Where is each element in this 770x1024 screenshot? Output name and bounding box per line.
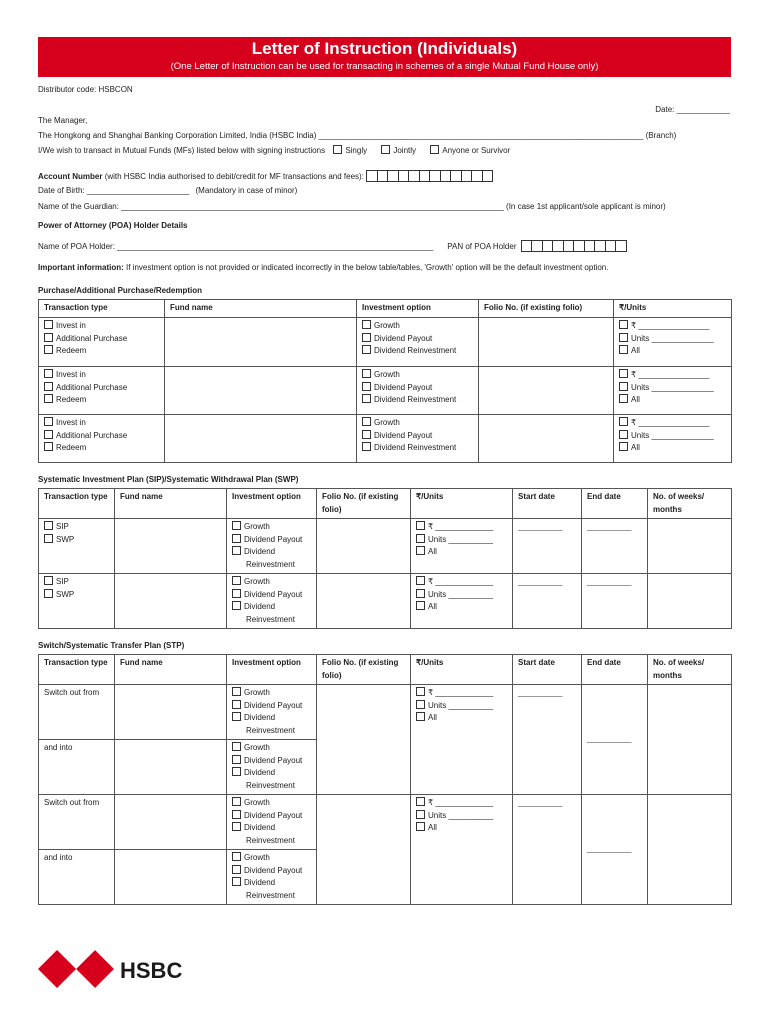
transaction-type-cell: [39, 318, 165, 367]
option-reinvestment-label: Reinvestment: [246, 780, 295, 790]
table-row: [39, 685, 732, 740]
option-invest-in[interactable]: Invest in: [44, 417, 159, 430]
checkbox-icon[interactable]: [619, 369, 628, 378]
option-reinvestment-label: Reinvestment: [246, 890, 295, 900]
signing-option-anyone[interactable]: Anyone or Survivor: [430, 146, 510, 155]
col-fund-name: Fund name: [115, 489, 227, 519]
checkbox-icon[interactable]: [44, 589, 53, 598]
checkbox-icon[interactable]: [232, 755, 241, 764]
col-weeks-months: No. of weeks/ months: [648, 489, 732, 519]
checkbox-icon[interactable]: [619, 394, 628, 403]
sip-table: [38, 488, 732, 629]
checkbox-icon[interactable]: [362, 333, 371, 342]
option-additional-purchase[interactable]: Additional Purchase: [44, 382, 159, 395]
end-date-cell[interactable]: __________: [582, 519, 648, 574]
investment-option-cell: [227, 685, 317, 740]
purchase-table: [38, 299, 732, 463]
checkbox-icon[interactable]: [362, 369, 371, 378]
table-row: [39, 795, 732, 850]
checkbox-icon[interactable]: [362, 382, 371, 391]
option-dividend-payout[interactable]: Dividend Payout: [232, 755, 311, 768]
checkbox-icon[interactable]: [619, 333, 628, 342]
option-dividend-payout[interactable]: Dividend Payout: [362, 333, 473, 346]
checkbox-icon[interactable]: [416, 810, 425, 819]
digit-box[interactable]: [615, 240, 627, 252]
option-invest-in[interactable]: Invest in: [44, 320, 159, 333]
start-date-cell[interactable]: __________: [513, 795, 582, 905]
investment-option-cell: [227, 574, 317, 629]
option-growth[interactable]: Growth: [232, 521, 311, 534]
checkbox-icon[interactable]: [333, 145, 342, 154]
checkbox-icon[interactable]: [232, 521, 241, 530]
weeks-months-cell[interactable]: [648, 685, 732, 795]
checkbox-icon[interactable]: [362, 417, 371, 426]
checkbox-icon[interactable]: [44, 534, 53, 543]
stp-heading: Switch/Systematic Transfer Plan (STP): [38, 641, 185, 650]
folio-cell[interactable]: [479, 367, 614, 415]
option-amount[interactable]: ₹ _____________: [416, 576, 507, 589]
option-all[interactable]: All: [416, 601, 507, 614]
option-amount[interactable]: ₹ _____________: [416, 521, 507, 534]
checkbox-icon[interactable]: [416, 589, 425, 598]
option-all[interactable]: All: [416, 546, 507, 559]
col-investment-option: Investment option: [227, 489, 317, 519]
amount-units-cell: [614, 415, 732, 463]
option-dividend-reinvestment[interactable]: Dividend: [232, 601, 311, 614]
checkbox-icon[interactable]: [44, 320, 53, 329]
switch-in-cell: and into: [39, 740, 115, 795]
important-label: Important information:: [38, 263, 124, 272]
option-dividend-payout[interactable]: Dividend Payout: [362, 382, 473, 395]
option-swp[interactable]: SWP: [44, 534, 109, 547]
checkbox-icon[interactable]: [232, 852, 241, 861]
option-dividend-payout[interactable]: Dividend Payout: [232, 865, 311, 878]
option-dividend-reinvestment[interactable]: Dividend: [232, 546, 311, 559]
guardian-row: [38, 201, 666, 212]
col-folio: Folio No. (if existing folio): [479, 300, 614, 318]
investment-option-cell: [227, 795, 317, 850]
table-row: [39, 415, 732, 463]
checkbox-icon[interactable]: [232, 865, 241, 874]
signing-instruction-text: I/We wish to transact in Mutual Funds (MFs) listed below with signing instructions: [38, 146, 326, 155]
checkbox-icon[interactable]: [362, 394, 371, 403]
checkbox-icon[interactable]: [232, 742, 241, 751]
checkbox-icon[interactable]: [232, 822, 241, 831]
option-growth[interactable]: Growth: [232, 687, 311, 700]
col-investment-option: Investment option: [227, 655, 317, 685]
investment-option-cell: [357, 367, 479, 415]
weeks-months-cell[interactable]: [648, 519, 732, 574]
transaction-type-cell: [39, 574, 115, 629]
option-dividend-reinvestment[interactable]: Dividend: [232, 767, 311, 780]
weeks-months-cell[interactable]: [648, 574, 732, 629]
option-growth[interactable]: Growth: [362, 320, 473, 333]
investment-option-cell: [227, 850, 317, 905]
checkbox-icon[interactable]: [44, 521, 53, 530]
end-date-cell[interactable]: __________: [582, 685, 648, 795]
option-growth[interactable]: Growth: [232, 852, 311, 865]
amount-units-cell: [614, 318, 732, 367]
folio-cell[interactable]: [317, 685, 411, 795]
checkbox-icon[interactable]: [232, 534, 241, 543]
option-redeem[interactable]: Redeem: [44, 442, 159, 455]
option-growth[interactable]: Growth: [232, 797, 311, 810]
fund-name-cell[interactable]: [115, 574, 227, 629]
fund-name-cell[interactable]: [165, 367, 357, 415]
checkbox-icon[interactable]: [362, 320, 371, 329]
checkbox-icon[interactable]: [44, 369, 53, 378]
checkbox-icon[interactable]: [416, 700, 425, 709]
signing-instruction-line: [38, 145, 510, 156]
option-reinvestment-label: Reinvestment: [246, 559, 295, 569]
option-sip[interactable]: SIP: [44, 576, 109, 589]
checkbox-icon[interactable]: [232, 877, 241, 886]
checkbox-icon[interactable]: [44, 382, 53, 391]
option-reinvestment-label: Reinvestment: [246, 725, 295, 735]
checkbox-icon[interactable]: [619, 442, 628, 451]
bank-branch-line[interactable]: The Hongkong and Shanghai Banking Corporation Limited, India (HSBC India) _________________________________________________________________________ (Branch): [38, 131, 677, 140]
fund-name-cell[interactable]: [115, 519, 227, 574]
checkbox-icon[interactable]: [44, 442, 53, 451]
table-row: [39, 574, 732, 629]
signing-option-jointly[interactable]: Jointly: [381, 146, 416, 155]
weeks-months-cell[interactable]: [648, 795, 732, 905]
amount-units-cell: [411, 795, 513, 905]
option-units[interactable]: Units __________: [416, 810, 507, 823]
start-date-cell[interactable]: __________: [513, 519, 582, 574]
hexagon-logo-icon: [38, 950, 114, 988]
col-fund-name: Fund name: [165, 300, 357, 318]
page-title: Letter of Instruction (Individuals): [251, 39, 518, 58]
col-amount-units: ₹/Units: [614, 300, 732, 318]
amount-units-cell: [411, 574, 513, 629]
checkbox-icon[interactable]: [416, 576, 425, 585]
option-dividend-payout[interactable]: Dividend Payout: [232, 534, 311, 547]
checkbox-icon[interactable]: [232, 576, 241, 585]
purchase-heading: Purchase/Additional Purchase/Redemption: [38, 286, 203, 295]
option-all[interactable]: All: [619, 345, 726, 358]
checkbox-icon[interactable]: [232, 546, 241, 555]
folio-cell[interactable]: [317, 519, 411, 574]
checkbox-icon[interactable]: [619, 417, 628, 426]
option-all[interactable]: All: [619, 394, 726, 407]
option-dividend-reinvestment[interactable]: Dividend Reinvestment: [362, 345, 473, 358]
col-fund-name: Fund name: [115, 655, 227, 685]
fund-name-cell[interactable]: [115, 795, 227, 850]
checkbox-icon[interactable]: [619, 382, 628, 391]
option-units[interactable]: Units __________: [416, 700, 507, 713]
folio-cell[interactable]: [479, 415, 614, 463]
option-amount[interactable]: ₹ _____________: [416, 687, 507, 700]
col-end-date: End date: [582, 655, 648, 685]
option-additional-purchase[interactable]: Additional Purchase: [44, 333, 159, 346]
investment-option-cell: [227, 740, 317, 795]
checkbox-icon[interactable]: [232, 797, 241, 806]
checkbox-icon[interactable]: [619, 345, 628, 354]
option-dividend-payout[interactable]: Dividend Payout: [232, 810, 311, 823]
account-number-row: [38, 170, 492, 182]
option-dividend-reinvestment[interactable]: Dividend: [232, 712, 311, 725]
col-investment-option: Investment option: [357, 300, 479, 318]
guardian-note: (In case 1st applicant/sole applicant is minor): [506, 202, 666, 211]
checkbox-icon[interactable]: [416, 521, 425, 530]
folio-cell[interactable]: [317, 795, 411, 905]
end-date-cell[interactable]: __________: [582, 574, 648, 629]
option-swp[interactable]: SWP: [44, 589, 109, 602]
option-redeem[interactable]: Redeem: [44, 394, 159, 407]
col-start-date: Start date: [513, 655, 582, 685]
checkbox-icon[interactable]: [362, 430, 371, 439]
investment-option-cell: [227, 519, 317, 574]
transaction-type-cell: [39, 519, 115, 574]
hsbc-logo: [38, 950, 183, 990]
poa-name-field[interactable]: Name of POA Holder: _______________________________________________________________________: [38, 242, 434, 251]
option-dividend-reinvestment[interactable]: Dividend: [232, 877, 311, 890]
option-amount[interactable]: ₹ ________________: [619, 369, 726, 382]
checkbox-icon[interactable]: [232, 712, 241, 721]
account-number-boxes[interactable]: [366, 170, 492, 182]
option-dividend-payout[interactable]: Dividend Payout: [232, 589, 311, 602]
start-date-cell[interactable]: __________: [513, 685, 582, 795]
option-invest-in[interactable]: Invest in: [44, 369, 159, 382]
col-weeks-months: No. of weeks/ months: [648, 655, 732, 685]
switch-out-cell: Switch out from: [39, 685, 115, 740]
checkbox-icon[interactable]: [232, 700, 241, 709]
table-row: [39, 519, 732, 574]
fund-name-cell[interactable]: [115, 685, 227, 740]
fund-name-cell[interactable]: [115, 740, 227, 795]
guardian-field[interactable]: Name of the Guardian: ______________________________________________________________________________________: [38, 202, 504, 211]
dob-field[interactable]: Date of Birth: _______________________: [38, 186, 190, 195]
checkbox-icon[interactable]: [416, 822, 425, 831]
important-text: If investment option is not provided or indicated incorrectly in the below table/tables, 'Growth' option will be the default investment option.: [126, 263, 609, 272]
option-amount[interactable]: ₹ ________________: [619, 320, 726, 333]
option-all[interactable]: All: [619, 442, 726, 455]
transaction-type-cell: [39, 367, 165, 415]
option-units[interactable]: Units ______________: [619, 333, 726, 346]
amount-units-cell: [411, 519, 513, 574]
account-number-label: Account Number: [38, 172, 103, 181]
switch-out-cell: Switch out from: [39, 795, 115, 850]
checkbox-icon[interactable]: [416, 546, 425, 555]
pan-boxes[interactable]: [521, 240, 626, 252]
fund-name-cell[interactable]: [115, 850, 227, 905]
col-amount-units: ₹/Units: [411, 655, 513, 685]
addressee: The Manager,: [38, 116, 88, 125]
checkbox-icon[interactable]: [44, 345, 53, 354]
folio-cell[interactable]: [479, 318, 614, 367]
option-growth[interactable]: Growth: [232, 576, 311, 589]
signing-option-singly[interactable]: Singly: [333, 146, 367, 155]
option-amount[interactable]: ₹ ________________: [619, 417, 726, 430]
col-amount-units: ₹/Units: [411, 489, 513, 519]
fund-name-cell[interactable]: [165, 415, 357, 463]
amount-units-cell: [614, 367, 732, 415]
pan-label: PAN of POA Holder: [447, 242, 517, 251]
option-redeem[interactable]: Redeem: [44, 345, 159, 358]
poa-row: [38, 240, 626, 252]
title-banner: [38, 37, 731, 77]
option-sip[interactable]: SIP: [44, 521, 109, 534]
dob-note: (Mandatory in case of minor): [195, 186, 298, 195]
option-all[interactable]: All: [416, 712, 507, 725]
poa-heading: Power of Attorney (POA) Holder Details: [38, 221, 188, 230]
checkbox-icon[interactable]: [232, 601, 241, 610]
option-dividend-payout[interactable]: Dividend Payout: [362, 430, 473, 443]
sip-heading: Systematic Investment Plan (SIP)/Systematic Withdrawal Plan (SWP): [38, 475, 299, 484]
option-additional-purchase[interactable]: Additional Purchase: [44, 430, 159, 443]
fund-name-cell[interactable]: [165, 318, 357, 367]
checkbox-icon[interactable]: [44, 430, 53, 439]
checkbox-icon[interactable]: [416, 712, 425, 721]
checkbox-icon[interactable]: [232, 810, 241, 819]
col-start-date: Start date: [513, 489, 582, 519]
col-end-date: End date: [582, 489, 648, 519]
checkbox-icon[interactable]: [430, 145, 439, 154]
option-dividend-payout[interactable]: Dividend Payout: [232, 700, 311, 713]
checkbox-icon[interactable]: [44, 417, 53, 426]
option-dividend-reinvestment[interactable]: Dividend: [232, 822, 311, 835]
col-folio: Folio No. (if existing folio): [317, 489, 411, 519]
switch-in-cell: and into: [39, 850, 115, 905]
table-row: [39, 318, 732, 367]
option-growth[interactable]: Growth: [362, 369, 473, 382]
table-row: [39, 367, 732, 415]
option-growth[interactable]: Growth: [362, 417, 473, 430]
checkbox-icon[interactable]: [232, 589, 241, 598]
checkbox-icon[interactable]: [416, 687, 425, 696]
option-units[interactable]: Units ______________: [619, 382, 726, 395]
checkbox-icon[interactable]: [44, 394, 53, 403]
col-transaction-type: Transaction type: [39, 655, 115, 685]
transaction-type-cell: [39, 415, 165, 463]
date-field[interactable]: Date: ____________: [655, 105, 730, 114]
checkbox-icon[interactable]: [416, 601, 425, 610]
brand-wordmark: HSBC: [120, 958, 183, 983]
option-dividend-reinvestment[interactable]: Dividend Reinvestment: [362, 394, 473, 407]
checkbox-icon[interactable]: [381, 145, 390, 154]
checkbox-icon[interactable]: [44, 333, 53, 342]
checkbox-icon[interactable]: [362, 442, 371, 451]
option-reinvestment-label: Reinvestment: [246, 614, 295, 624]
checkbox-icon[interactable]: [619, 320, 628, 329]
col-folio: Folio No. (if existing folio): [317, 655, 411, 685]
distributor-code: Distributor code: HSBCON: [38, 85, 133, 94]
option-growth[interactable]: Growth: [232, 742, 311, 755]
option-amount[interactable]: ₹ _____________: [416, 797, 507, 810]
digit-box[interactable]: [482, 170, 494, 182]
dob-row: [38, 185, 297, 196]
checkbox-icon[interactable]: [416, 797, 425, 806]
start-date-cell[interactable]: __________: [513, 574, 582, 629]
option-units[interactable]: Units __________: [416, 534, 507, 547]
account-number-note: (with HSBC India authorised to debit/credit for MF transactions and fees):: [104, 172, 364, 181]
end-date-cell[interactable]: __________: [582, 795, 648, 905]
folio-cell[interactable]: [317, 574, 411, 629]
option-units[interactable]: Units ______________: [619, 430, 726, 443]
important-info: [38, 262, 608, 273]
option-reinvestment-label: Reinvestment: [246, 835, 295, 845]
option-dividend-reinvestment[interactable]: Dividend Reinvestment: [362, 442, 473, 455]
page-subtitle: (One Letter of Instruction can be used for transacting in schemes of a single Mutual Fund House only): [170, 61, 599, 72]
amount-units-cell: [411, 685, 513, 795]
col-transaction-type: Transaction type: [39, 300, 165, 318]
option-units[interactable]: Units __________: [416, 589, 507, 602]
stp-table: [38, 654, 732, 905]
checkbox-icon[interactable]: [619, 430, 628, 439]
investment-option-cell: [357, 318, 479, 367]
checkbox-icon[interactable]: [232, 767, 241, 776]
option-all[interactable]: All: [416, 822, 507, 835]
checkbox-icon[interactable]: [416, 534, 425, 543]
investment-option-cell: [357, 415, 479, 463]
checkbox-icon[interactable]: [232, 687, 241, 696]
checkbox-icon[interactable]: [362, 345, 371, 354]
checkbox-icon[interactable]: [44, 576, 53, 585]
col-transaction-type: Transaction type: [39, 489, 115, 519]
